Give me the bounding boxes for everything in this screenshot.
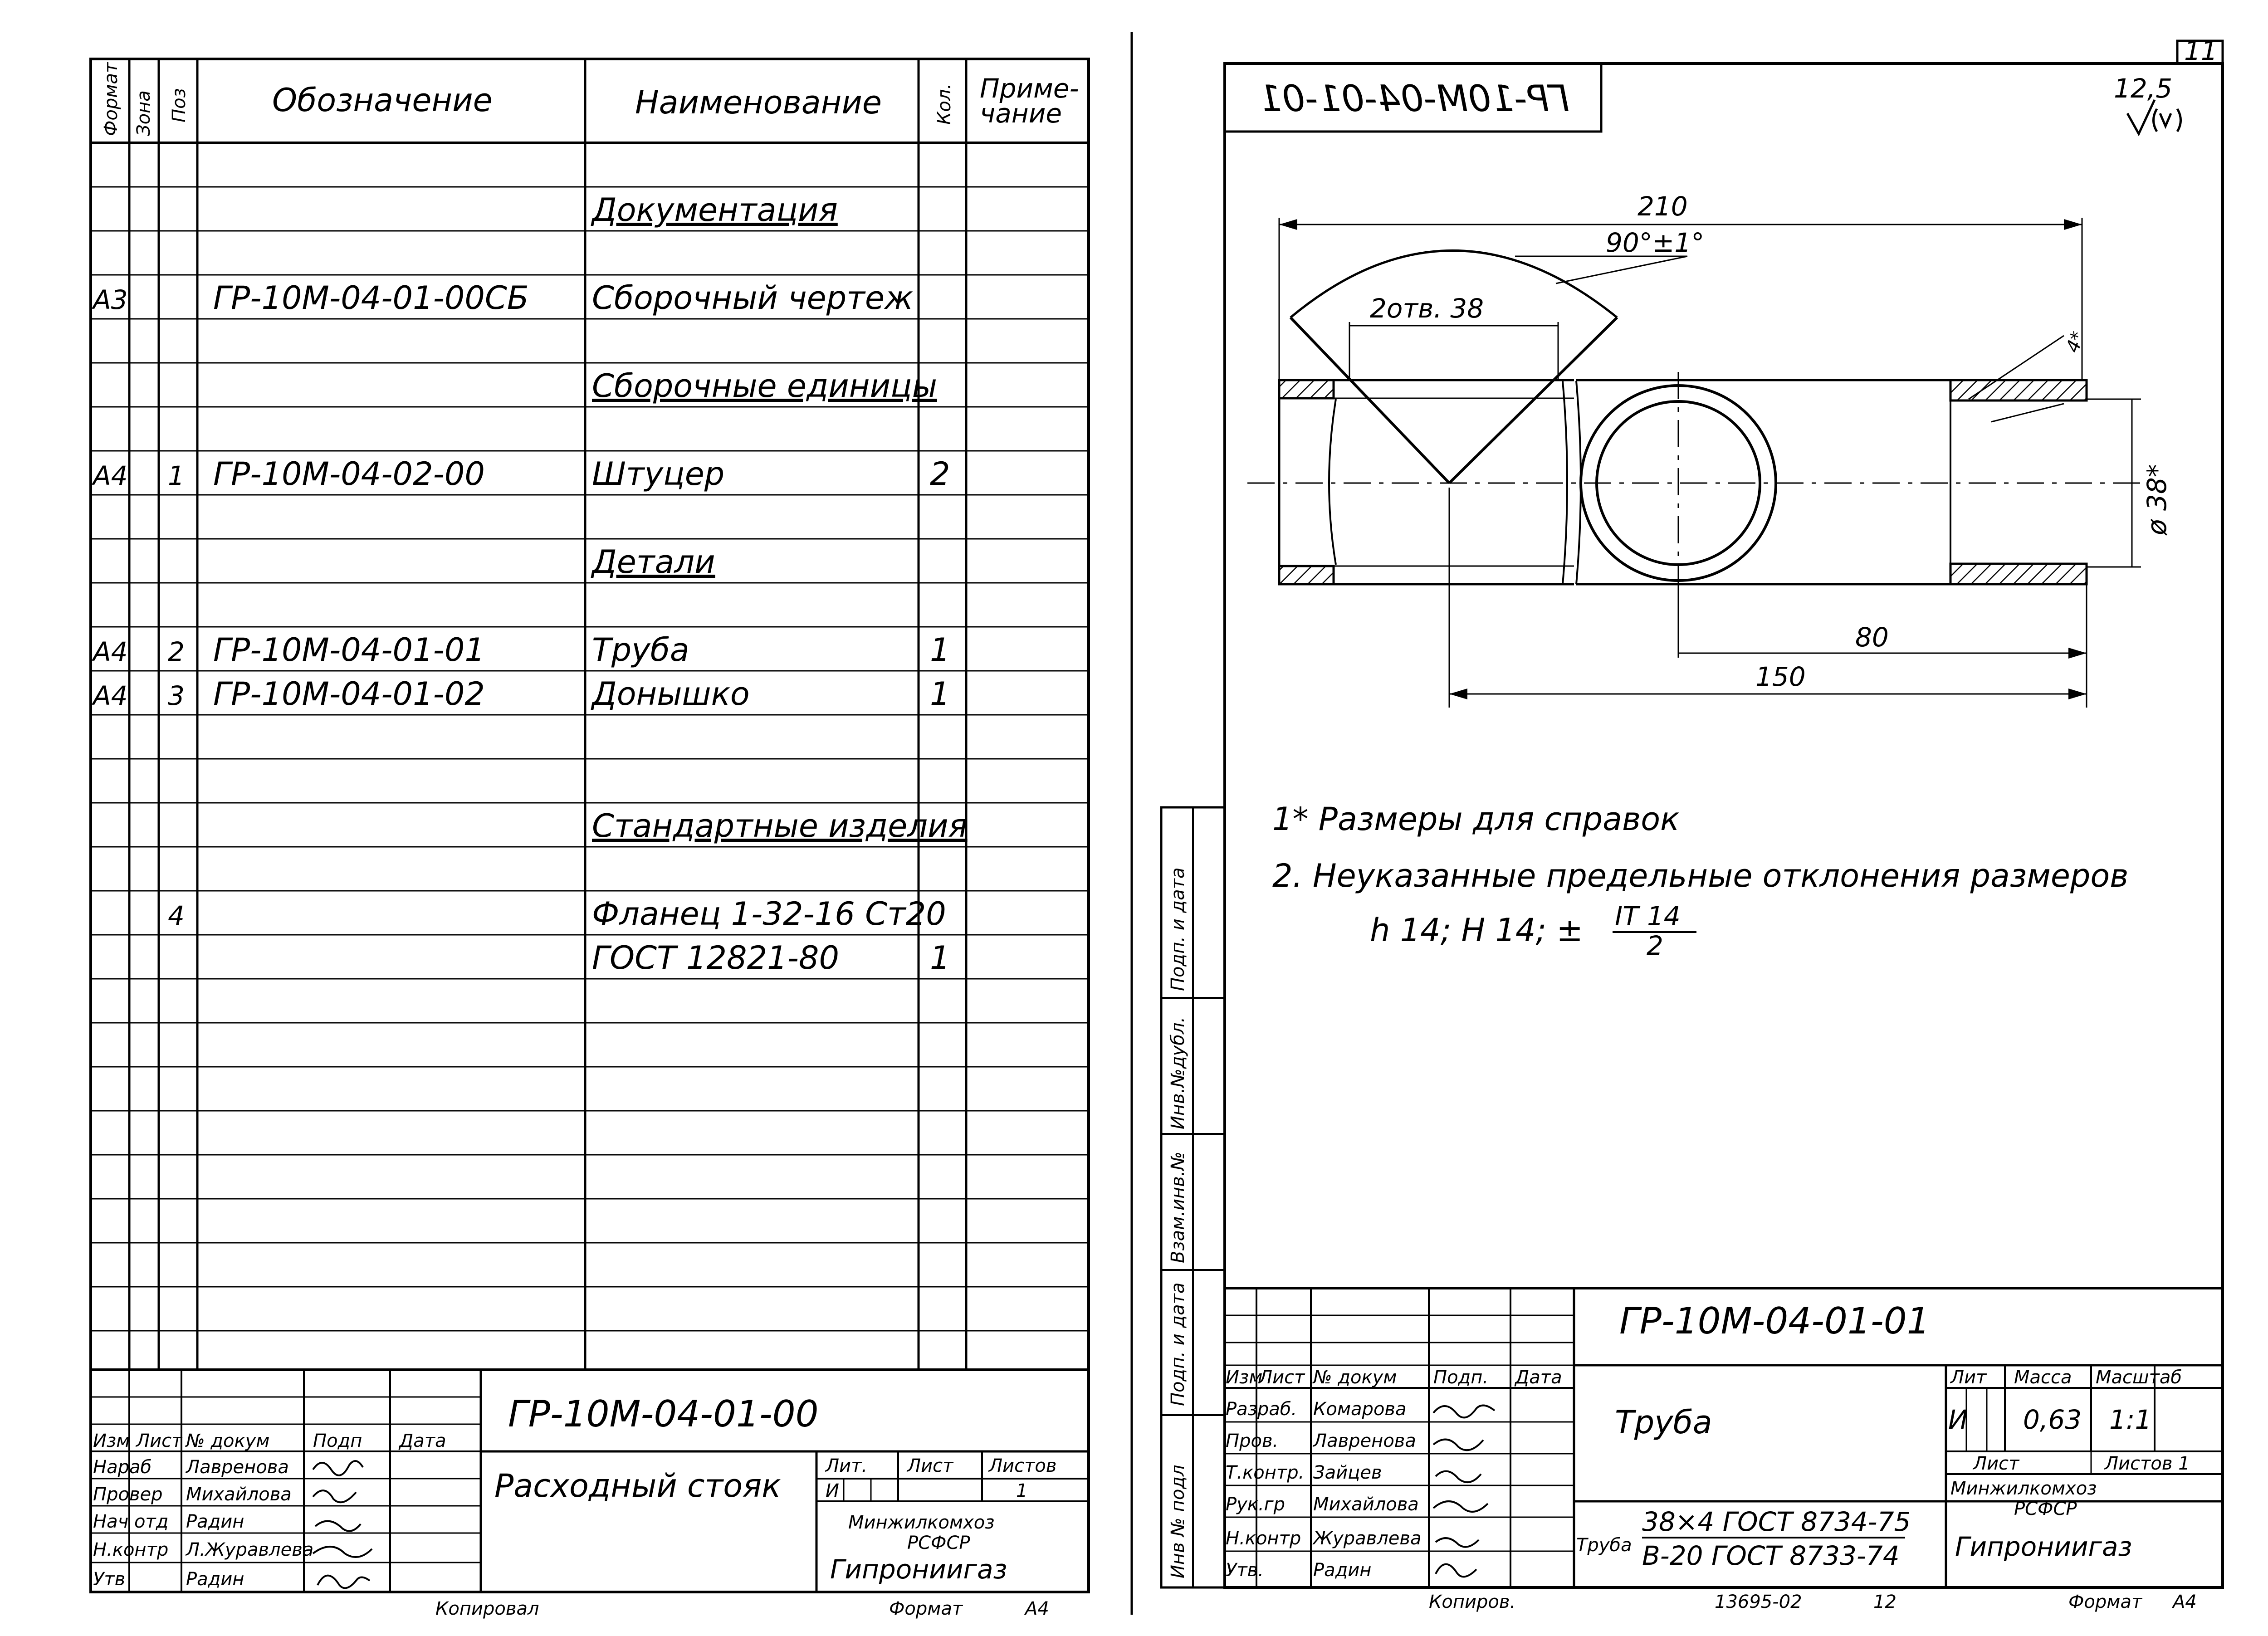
right-lit-label: Лит [1950, 1367, 1987, 1388]
left-name-3: Л.Журавлева [186, 1539, 314, 1560]
spec-row [591, 543, 715, 581]
left-role-1: Провер [93, 1484, 163, 1505]
right-org-2: РСФСР [2014, 1499, 2077, 1519]
pipe-wall-top-left [1279, 380, 1334, 398]
left-role-4: Утв [93, 1569, 126, 1590]
spec-row-format: А3 [93, 284, 128, 315]
left-list-label: Лист [907, 1455, 953, 1476]
right-col-list: Лист [1259, 1367, 1305, 1388]
right-copied: Копиров. [1429, 1592, 1516, 1612]
spec-row [91, 279, 913, 317]
dim-wall: 4* [2062, 328, 2089, 356]
left-col-izm: Изм [93, 1431, 130, 1451]
right-format-value: А4 [2173, 1592, 2197, 1612]
spec-row-name: Фланец 1-32-16 Ст20 [592, 895, 946, 933]
right-name-4: Журавлева [1313, 1528, 1422, 1549]
spec-row [592, 367, 937, 405]
material-bottom: В-20 ГОСТ 8733-74 [1642, 1540, 1900, 1571]
spec-row-name: Труба [592, 631, 689, 669]
spec-row-qty: 2 [930, 455, 950, 493]
spec-row-pos: 3 [168, 680, 185, 711]
left-format-value: А4 [1025, 1598, 1049, 1619]
left-org-2: РСФСР [907, 1533, 970, 1553]
note-3-frac-bottom: 2 [1647, 930, 1663, 961]
left-lit-label: Лит. [826, 1455, 868, 1476]
spec-row-name: Детали [592, 543, 715, 581]
left-listov-value: 1 [1016, 1480, 1028, 1501]
spec-row-pos: 1 [168, 460, 185, 491]
left-lit-value: И [826, 1480, 839, 1501]
header-note-1: Приме- [980, 73, 1079, 104]
right-title: Труба [1615, 1404, 1712, 1441]
spec-row-pos: 4 [168, 900, 185, 931]
spec-row-qty: 1 [930, 939, 950, 977]
side-stamp-1: Подп. и дата [1168, 1282, 1188, 1406]
right-mass-label: Масса [2014, 1367, 2072, 1388]
left-org-3: Гипрониигаз [830, 1554, 1007, 1585]
left-role-2: Нач отд [93, 1511, 169, 1532]
right-col-date: Дата [1515, 1367, 1562, 1388]
left-doc-code: ГР-10М-04-01-00 [508, 1393, 819, 1435]
dim-diameter: ø 38* [2141, 464, 2172, 535]
left-copied: Копировал [435, 1598, 539, 1619]
right-role-0: Разраб. [1226, 1399, 1297, 1420]
left-col-date: Дата [399, 1431, 446, 1451]
note-2: 2. Неуказанные предельные отклонения размеров [1272, 857, 2129, 894]
pipe-wall-bottom-right [1950, 564, 2087, 584]
right-list-label: Лист [1973, 1453, 2019, 1474]
spec-row-name: Стандартные изделия [592, 807, 968, 845]
left-col-list: Лист [136, 1431, 182, 1451]
right-role-5: Утв. [1226, 1560, 1264, 1581]
pipe-wall-bottom-left [1279, 566, 1334, 584]
left-name-0: Лавренова [186, 1457, 289, 1478]
left-title: Расходный стояк [494, 1467, 781, 1504]
spec-row-format: А4 [93, 636, 128, 667]
spec-row-name: Донышко [592, 675, 750, 713]
note-3-frac-top: IT 14 [1615, 901, 1681, 932]
note-3-a: h 14; H 14; ± [1370, 912, 1583, 949]
right-listov-label: Листов 1 [2105, 1453, 2190, 1474]
header-format: Формат [101, 62, 122, 136]
note-1: 1* Размеры для справок [1272, 801, 1680, 838]
material-prefix: Труба [1576, 1535, 1632, 1556]
right-col-doc: № докум [1313, 1367, 1397, 1388]
side-stamp-2: Взам.инв.№ [1168, 1151, 1188, 1263]
side-stamp-4: Подп. и дата [1168, 867, 1188, 991]
right-col-izm: Изм [1226, 1367, 1263, 1388]
dim-overall: 210 [1637, 191, 1688, 222]
right-role-4: Н.контр [1226, 1528, 1301, 1549]
right-role-2: Т.контр. [1226, 1462, 1305, 1483]
right-name-5: Радин [1313, 1560, 1372, 1581]
spec-row-designation: ГР-10М-04-01-00СБ [213, 279, 529, 317]
spec-row-name: ГОСТ 12821-80 [592, 939, 839, 977]
dim-80: 80 [1855, 622, 1889, 653]
spec-row-qty: 1 [930, 631, 950, 669]
sheet-number: 11 [2184, 35, 2218, 66]
right-bottom-num: 12 [1873, 1592, 1897, 1612]
spec-row-designation: ГР-10М-04-02-00 [213, 455, 485, 493]
header-pos: Поз [169, 88, 190, 122]
header-zone: Зона [133, 90, 154, 136]
right-name-3: Михайлова [1313, 1494, 1419, 1515]
right-name-0: Комарова [1313, 1399, 1407, 1420]
spec-row [592, 807, 968, 845]
spec-row-format: А4 [93, 680, 128, 711]
right-scale-label: Масштаб [2096, 1367, 2182, 1388]
spec-row-name: Сборочные единицы [592, 367, 937, 405]
dim-150: 150 [1755, 661, 1806, 692]
dim-angle: 90°±1° [1606, 227, 1705, 258]
header-designation: Обозначение [272, 82, 493, 119]
dim-holes: 2отв. 38 [1370, 293, 1484, 324]
spec-row [591, 191, 838, 229]
right-lit-value: И [1948, 1404, 1968, 1435]
left-col-sign: Подп [313, 1431, 362, 1451]
right-col-sign: Подп. [1433, 1367, 1489, 1388]
mirrored-code: ГР-10М-04-01-01 [1259, 78, 1569, 120]
left-col-doc: № докум [186, 1431, 270, 1451]
right-mass-value: 0,63 [2023, 1404, 2082, 1435]
spec-row-designation: ГР-10М-04-01-02 [213, 675, 485, 713]
right-scale-value: 1:1 [2109, 1404, 2152, 1435]
left-name-4: Радин [186, 1569, 244, 1590]
side-stamp-0: Инв № подл [1168, 1465, 1188, 1578]
side-stamp-text [1168, 868, 1188, 1578]
header-name: Наименование [635, 84, 882, 121]
spec-row-name: Сборочный чертеж [592, 279, 914, 317]
spec-row-format: А4 [93, 460, 128, 491]
header-note-2: чание [980, 98, 1062, 129]
left-listov-label: Листов [989, 1455, 1057, 1476]
right-format: Формат [2068, 1592, 2142, 1612]
left-org-1: Минжилкомхоз [848, 1512, 995, 1533]
left-format: Формат [889, 1598, 963, 1619]
spec-row-name: Штуцер [592, 455, 725, 493]
left-role-3: Н.контр [93, 1539, 169, 1560]
left-role-0: Нараб [93, 1457, 152, 1478]
right-name-2: Зайцев [1313, 1462, 1382, 1483]
spec-row-qty: 1 [930, 675, 950, 713]
header-qty: Кол. [934, 83, 955, 125]
roughness-value: 12,5 [2114, 73, 2173, 104]
left-name-1: Михайлова [186, 1484, 292, 1505]
side-stamp-3: Инв.№дубл. [1168, 1016, 1188, 1129]
material-top: 38×4 ГОСТ 8734-75 [1642, 1506, 1911, 1537]
spec-row-designation: ГР-10М-04-01-01 [213, 631, 485, 669]
right-org-1: Минжилкомхоз [1950, 1478, 2097, 1499]
left-name-2: Радин [186, 1511, 244, 1532]
right-bottom-code: 13695-02 [1715, 1592, 1802, 1612]
spec-row-pos: 2 [168, 636, 185, 667]
right-doc-code: ГР-10М-04-01-01 [1619, 1300, 1930, 1342]
right-org-3: Гипрониигаз [1955, 1531, 2132, 1562]
right-role-3: Рук.гр [1226, 1494, 1286, 1515]
spec-row-name: Документация [592, 191, 838, 229]
right-name-1: Лавренова [1313, 1431, 1416, 1451]
right-role-1: Пров. [1226, 1431, 1279, 1451]
